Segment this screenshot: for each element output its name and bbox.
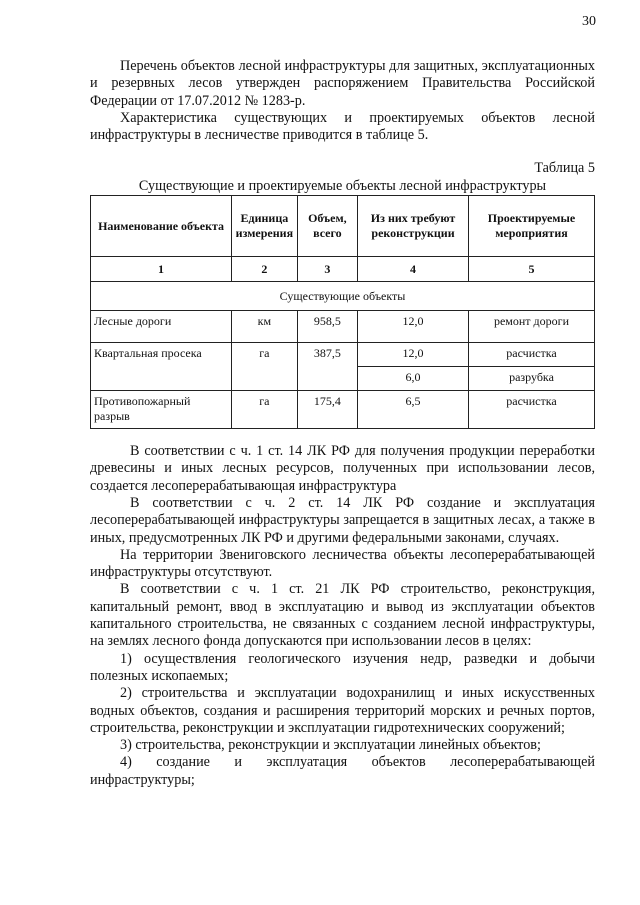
table-row xyxy=(91,343,595,367)
cell-unit: км xyxy=(232,311,298,343)
cell-total: 387,5 xyxy=(297,343,357,391)
intro-paragraph-2: Характеристика существующих и проектируемых объектов лесной инфраструктуры в лесничестве приводится в таблице 5. xyxy=(90,109,595,144)
intro-paragraph-1: Перечень объектов лесной инфраструктуры для защитных, эксплуатационных и резервных лесов утвержден распоряжением Правительства Российской Федерации от 17.07.2012 № 1283-р. xyxy=(90,58,595,109)
list-item: 1) осуществления геологического изучения недр, разведки и добычи полезных ископаемых; xyxy=(90,650,595,684)
column-number: 5 xyxy=(468,257,594,282)
cell-measure: расчистка xyxy=(468,343,594,367)
list-item: 2) строительства и эксплуатации водохранилищ и иных искусственных водных объектов, создания и расширения территорий морских и речных портов, строительства, реконструкции и эксплуатации гидротехнических сооружений; xyxy=(90,685,595,736)
cell-reconstruction: 6,5 xyxy=(358,391,469,429)
paragraph: В соответствии с ч. 1 ст. 14 ЛК РФ для получения продукции переработки древесины и иных лесных ресурсов, полученных при использовании лесов, создается лесоперерабатывающая инфраструктура xyxy=(90,443,595,494)
header-total: Объем, всего xyxy=(297,196,357,257)
paragraph: В соответствии с ч. 1 ст. 21 ЛК РФ строительство, реконструкция, капитальный ремонт, ввод в эксплуатацию и вывод из эксплуатации объектов капитального строительства, не связанных с созданием лесной инфраструктуры, на землях лесного фонда допускаются при использовании лесов в целях: xyxy=(90,581,595,650)
column-number: 3 xyxy=(297,257,357,282)
column-number: 1 xyxy=(91,257,232,282)
table-row xyxy=(91,311,595,343)
cell-measure: ремонт дороги xyxy=(468,311,594,343)
cell-name: Лесные дороги xyxy=(91,311,232,343)
paragraph: В соответствии с ч. 2 ст. 14 ЛК РФ создание и эксплуатация лесоперерабатывающей инфраструктуры запрещается в защитных лесах, а также в иных, предусмотренных ЛК РФ и другими федеральными законами, случаях. xyxy=(90,494,595,546)
document-body xyxy=(90,58,595,789)
column-number: 2 xyxy=(232,257,298,282)
column-number-row xyxy=(91,257,595,282)
header-measures: Проектируемые мероприятия xyxy=(468,196,594,257)
table-title: Существующие и проектируемые объекты лесной инфраструктуры xyxy=(138,177,547,194)
cell-total: 175,4 xyxy=(297,391,357,429)
cell-name: Квартальная просека xyxy=(91,343,232,391)
cell-measure: разрубка xyxy=(468,367,594,391)
section-title: Существующие объекты xyxy=(91,282,595,311)
paragraph: На территории Звениговского лесничества объекты лесоперерабатывающей инфраструктуры отсутствуют. xyxy=(90,546,595,581)
table-row xyxy=(91,391,595,429)
table-caption: Таблица 5 xyxy=(534,160,595,177)
cell-measure: расчистка xyxy=(468,391,594,429)
header-unit: Единица измерения xyxy=(232,196,298,257)
infrastructure-table xyxy=(90,195,595,429)
body-text xyxy=(90,443,595,789)
section-row xyxy=(91,282,595,311)
table-header-row xyxy=(91,196,595,257)
cell-reconstruction: 12,0 xyxy=(358,343,469,367)
cell-reconstruction: 12,0 xyxy=(358,311,469,343)
page-number: 30 xyxy=(582,14,596,29)
header-name: Наименование объекта xyxy=(91,196,232,257)
list-item: 3) строительства, реконструкции и эксплуатации линейных объектов; xyxy=(120,737,541,754)
header-reconstruction: Из них требуют реконструкции xyxy=(358,196,469,257)
cell-unit: га xyxy=(232,343,298,391)
list-item: 4) создание и эксплуатация объектов лесоперерабатывающей инфраструктуры; xyxy=(90,754,595,788)
cell-total: 958,5 xyxy=(297,311,357,343)
cell-name: Противопожарный разрыв xyxy=(91,391,232,429)
cell-reconstruction: 6,0 xyxy=(358,367,469,391)
column-number: 4 xyxy=(358,257,469,282)
cell-unit: га xyxy=(232,391,298,429)
